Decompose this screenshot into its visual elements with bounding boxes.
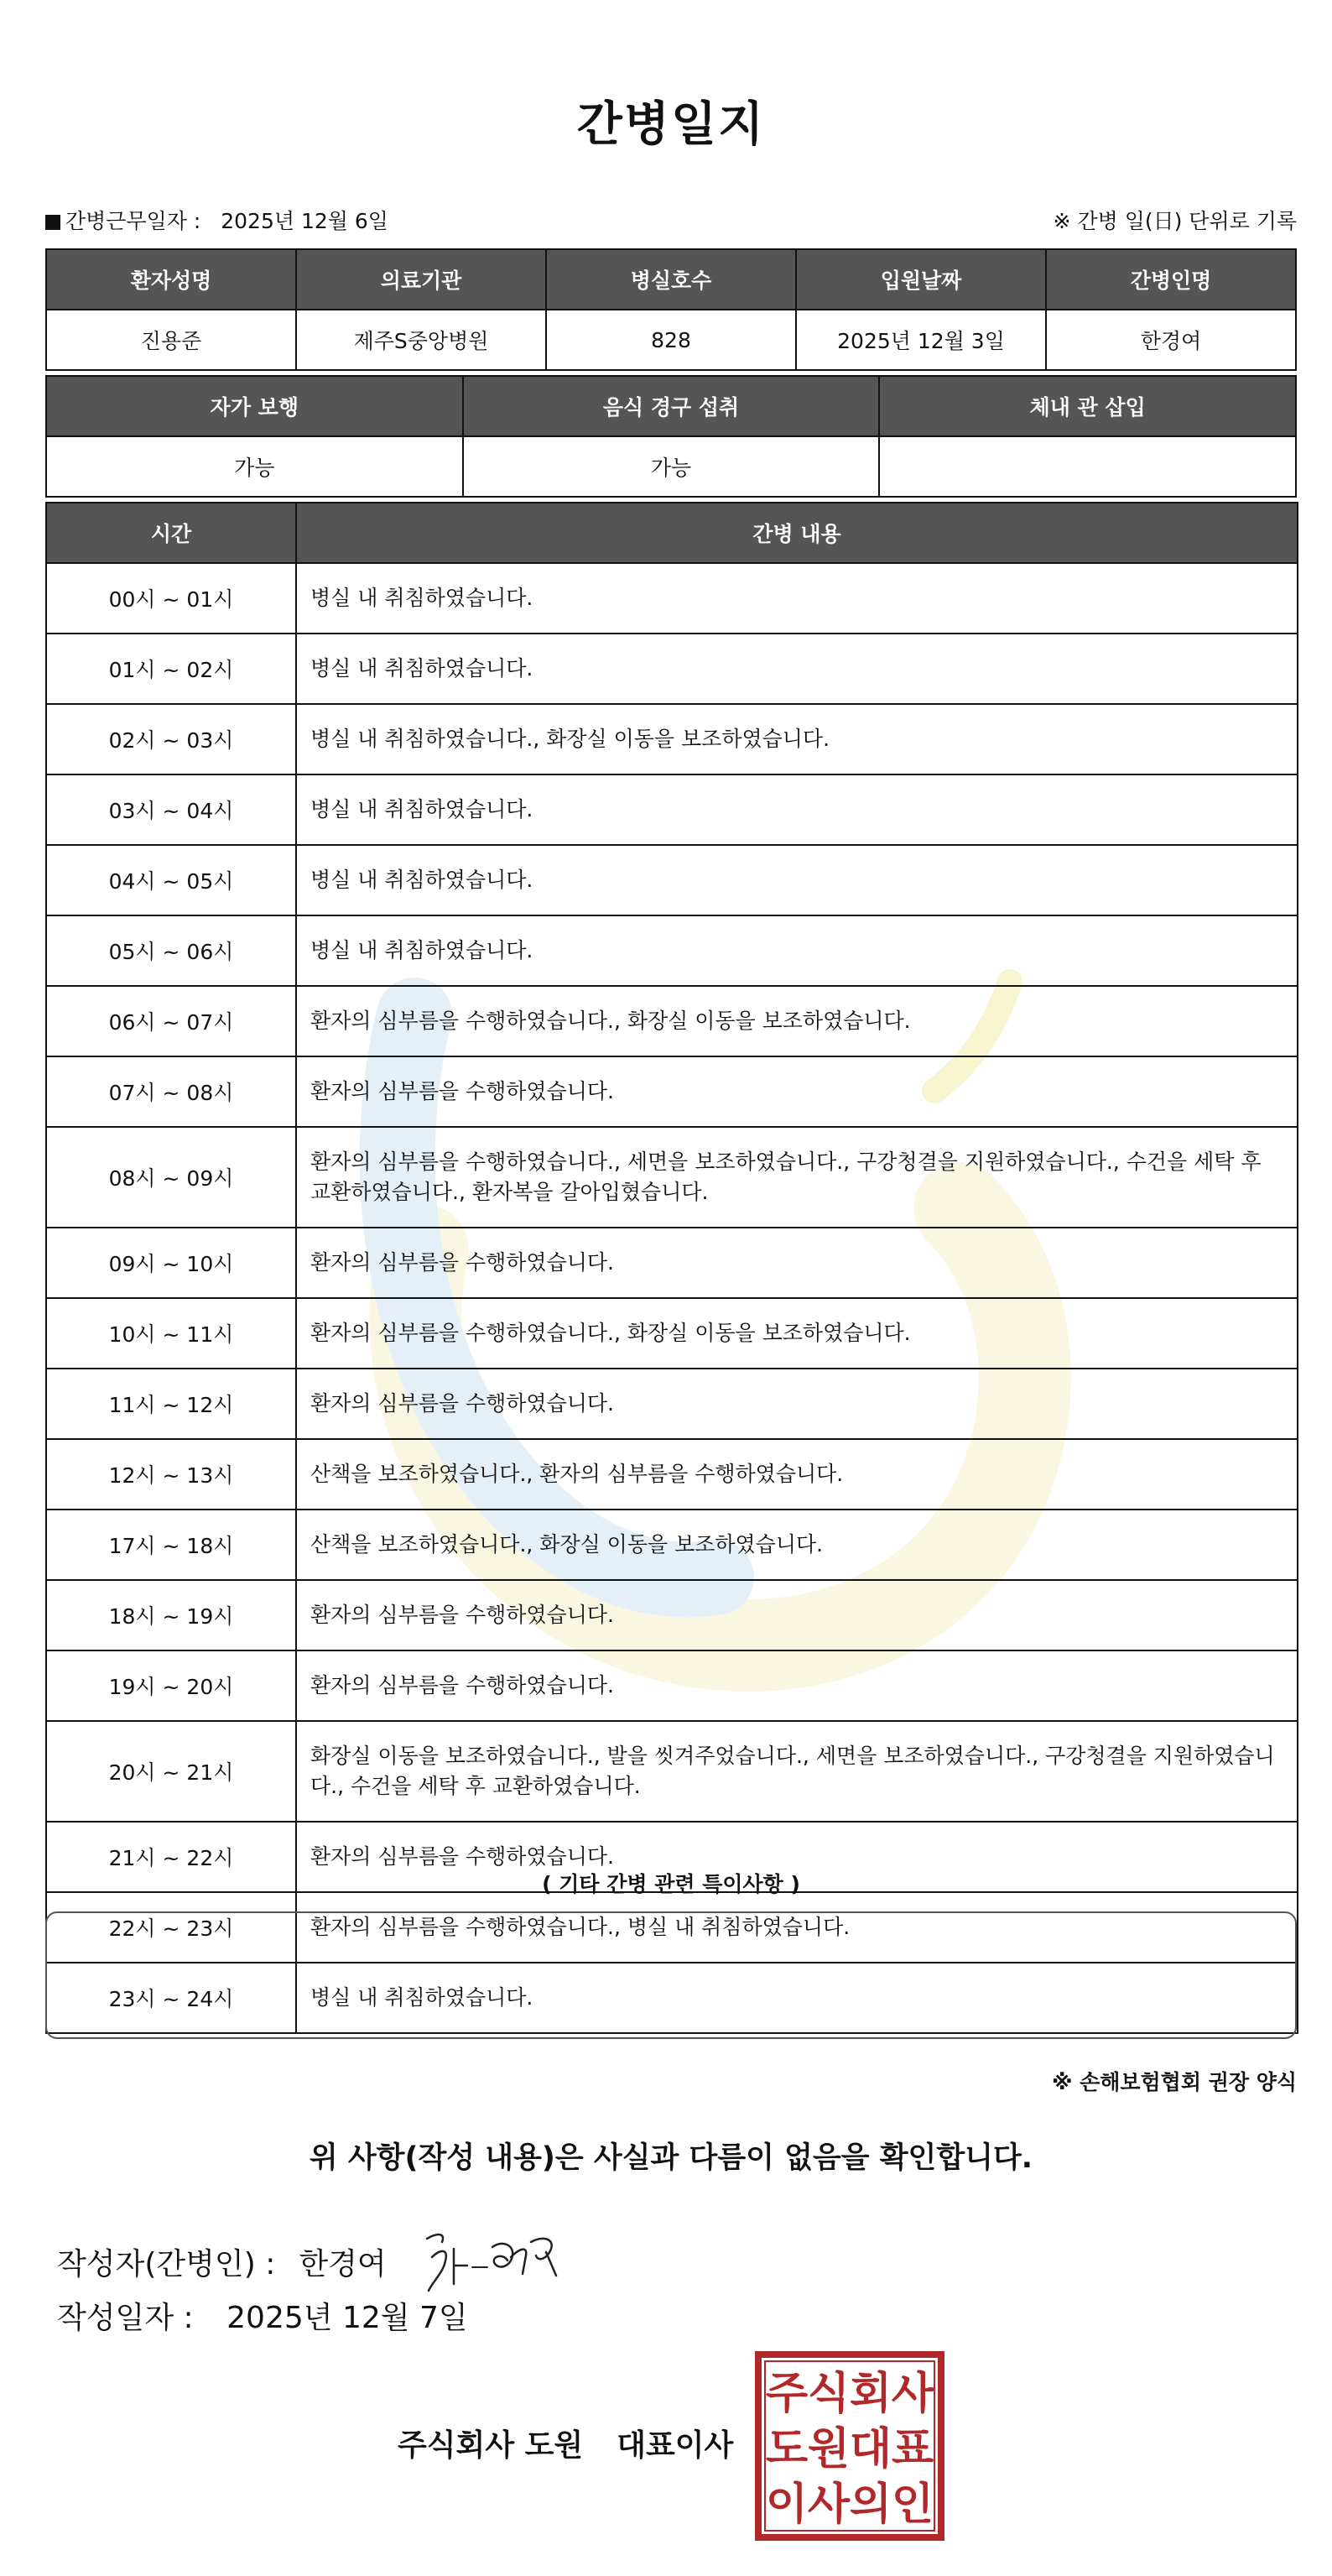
- svg-text:도: 도: [765, 2424, 809, 2474]
- svg-text:대: 대: [849, 2424, 892, 2474]
- row-content: 환자의 심부름을 수행하였습니다., 화장실 이동을 보조하였습니다.: [296, 986, 1298, 1056]
- care-log-table: [45, 502, 1298, 2034]
- header-patient-name: 환자성명: [46, 249, 296, 310]
- svg-text:표: 표: [891, 2424, 934, 2474]
- header-self-walk: 자가 보행: [46, 376, 463, 436]
- admit-date: 2025년 12월 3일: [796, 310, 1046, 370]
- work-date-value: 2025년 12월 6일: [221, 209, 388, 233]
- row-content: 산책을 보조하였습니다., 화장실 이동을 보조하였습니다.: [296, 1510, 1298, 1580]
- row-content: 환자의 심부름을 수행하였습니다., 화장실 이동을 보조하였습니다.: [296, 1298, 1298, 1369]
- row-content: 병실 내 취침하였습니다.: [296, 845, 1298, 915]
- header-oral-intake: 음식 경구 섭취: [463, 376, 880, 436]
- special-notes-label: ( 기타 간병 관련 특이사항 ): [542, 1872, 800, 1896]
- square-bullet-icon: [45, 215, 60, 230]
- row-time: 08시 ~ 09시: [46, 1127, 296, 1228]
- writer-label: 작성자(간병인) :: [57, 2246, 276, 2281]
- row-content: 병실 내 취침하였습니다.: [296, 563, 1298, 634]
- row-content: 병실 내 취침하였습니다.: [296, 634, 1298, 704]
- patient-info-table: [45, 248, 1297, 371]
- row-time: 21시 ~ 22시: [46, 1822, 296, 1892]
- row-time: 00시 ~ 01시: [46, 563, 296, 634]
- signature-icon: [420, 2224, 563, 2299]
- company-seal-icon: [755, 2351, 944, 2541]
- row-time: 22시 ~ 23시: [46, 1892, 296, 1963]
- row-content: 환자의 심부름을 수행하였습니다.: [296, 1580, 1298, 1650]
- row-content: 환자의 심부름을 수행하였습니다.: [296, 1056, 1298, 1127]
- table-row: [46, 1298, 1298, 1369]
- row-time: 02시 ~ 03시: [46, 704, 296, 774]
- table-row: [46, 1369, 1298, 1439]
- row-content: 환자의 심부름을 수행하였습니다.: [296, 1369, 1298, 1439]
- row-time: 05시 ~ 06시: [46, 915, 296, 986]
- confirm-statement: 위 사항(작성 내용)은 사실과 다름이 없음을 확인합니다.: [309, 2141, 1033, 2175]
- row-content: 환자의 심부름을 수행하였습니다., 병실 내 취침하였습니다.: [296, 1892, 1298, 1963]
- table-row: [46, 1056, 1298, 1127]
- header-tube-insertion: 체내 관 삽입: [879, 376, 1296, 436]
- row-time: 20시 ~ 21시: [46, 1721, 296, 1822]
- header-time: 시간: [46, 503, 296, 563]
- patient-name: 진용준: [46, 310, 296, 370]
- table-row: [46, 1510, 1298, 1580]
- table-row: [46, 563, 1298, 634]
- table-row: [46, 845, 1298, 915]
- row-content: 병실 내 취침하였습니다.: [296, 915, 1298, 986]
- caregiver-name: 한경여: [1046, 310, 1296, 370]
- svg-text:회: 회: [849, 2369, 892, 2419]
- table-row: [46, 915, 1298, 986]
- ability-table: [45, 375, 1297, 498]
- table-row: [46, 704, 1298, 774]
- row-time: 07시 ~ 08시: [46, 1056, 296, 1127]
- svg-text:사: 사: [807, 2480, 851, 2530]
- table-row: [46, 1228, 1298, 1298]
- table-row: [46, 1439, 1298, 1510]
- svg-text:식: 식: [807, 2369, 851, 2419]
- row-time: 19시 ~ 20시: [46, 1650, 296, 1721]
- row-content: 환자의 심부름을 수행하였습니다., 세면을 보조하였습니다., 구강청결을 지원하였습니다., 수건을 세탁 후 교환하였습니다., 환자복을 갈아입혔습니다.: [296, 1127, 1298, 1228]
- table-row: [46, 1650, 1298, 1721]
- svg-text:주: 주: [765, 2369, 809, 2419]
- header-room: 병실호수: [546, 249, 796, 310]
- table-row: [46, 986, 1298, 1056]
- row-time: 04시 ~ 05시: [46, 845, 296, 915]
- row-content: 환자의 심부름을 수행하였습니다.: [296, 1228, 1298, 1298]
- row-time: 03시 ~ 04시: [46, 774, 296, 845]
- work-date-label: 간병근무일자 :: [65, 209, 201, 233]
- special-notes-box: [45, 1911, 1297, 2039]
- row-time: 12시 ~ 13시: [46, 1439, 296, 1510]
- row-content: 환자의 심부름을 수행하였습니다.: [296, 1650, 1298, 1721]
- svg-text:이: 이: [765, 2480, 809, 2530]
- row-time: 01시 ~ 02시: [46, 634, 296, 704]
- row-content: 병실 내 취침하였습니다.: [296, 774, 1298, 845]
- work-date: [45, 205, 393, 235]
- hospital-name: 제주S중앙병원: [296, 310, 546, 370]
- svg-text:의: 의: [849, 2480, 892, 2530]
- row-time: 17시 ~ 18시: [46, 1510, 296, 1580]
- row-content: 화장실 이동을 보조하였습니다., 발을 씻겨주었습니다., 세면을 보조하였습니다., 구강청결을 지원하였습니다., 수건을 세탁 후 교환하였습니다.: [296, 1721, 1298, 1822]
- table-row: [46, 634, 1298, 704]
- written-date-value: 2025년 12월 7일: [226, 2301, 468, 2335]
- writer-name: 한경여: [299, 2246, 387, 2281]
- meta-row: [45, 203, 1297, 237]
- document-title: 간병일지: [576, 97, 766, 152]
- room-number: 828: [546, 310, 796, 370]
- svg-text:사: 사: [891, 2369, 934, 2419]
- row-content: 산책을 보조하였습니다., 환자의 심부름을 수행하였습니다.: [296, 1439, 1298, 1510]
- svg-text:인: 인: [891, 2480, 934, 2530]
- row-content: 병실 내 취침하였습니다.: [296, 1963, 1298, 2033]
- recommend-note: ※ 손해보험협회 권장 양식: [1052, 2070, 1297, 2094]
- written-date-label: 작성일자 :: [57, 2301, 194, 2335]
- row-content: 환자의 심부름을 수행하였습니다.: [296, 1822, 1298, 1892]
- header-care-content: 간병 내용: [296, 503, 1298, 563]
- self-walk-value: 가능: [46, 436, 463, 497]
- written-date-row: [57, 2294, 468, 2337]
- company-row: [398, 2422, 733, 2464]
- company-name: 주식회사 도원: [398, 2428, 584, 2463]
- header-hospital: 의료기관: [296, 249, 546, 310]
- tube-insertion-value: [879, 436, 1296, 497]
- row-time: 18시 ~ 19시: [46, 1580, 296, 1650]
- daily-record-note: ※ 간병 일(日) 단위로 기록: [1053, 209, 1297, 233]
- table-row: [46, 774, 1298, 845]
- header-caregiver: 간병인명: [1046, 249, 1296, 310]
- row-time: 23시 ~ 24시: [46, 1963, 296, 2033]
- row-time: 06시 ~ 07시: [46, 986, 296, 1056]
- oral-intake-value: 가능: [463, 436, 880, 497]
- company-role: 대표이사: [617, 2428, 734, 2463]
- row-time: 11시 ~ 12시: [46, 1369, 296, 1439]
- table-row: [46, 1127, 1298, 1228]
- row-content: 병실 내 취침하였습니다., 화장실 이동을 보조하였습니다.: [296, 704, 1298, 774]
- row-time: 09시 ~ 10시: [46, 1228, 296, 1298]
- table-row: [46, 1580, 1298, 1650]
- svg-text:원: 원: [807, 2424, 851, 2474]
- header-admit-date: 입원날짜: [796, 249, 1046, 310]
- row-time: 10시 ~ 11시: [46, 1298, 296, 1369]
- table-row: [46, 1721, 1298, 1822]
- writer-row: [57, 2224, 563, 2299]
